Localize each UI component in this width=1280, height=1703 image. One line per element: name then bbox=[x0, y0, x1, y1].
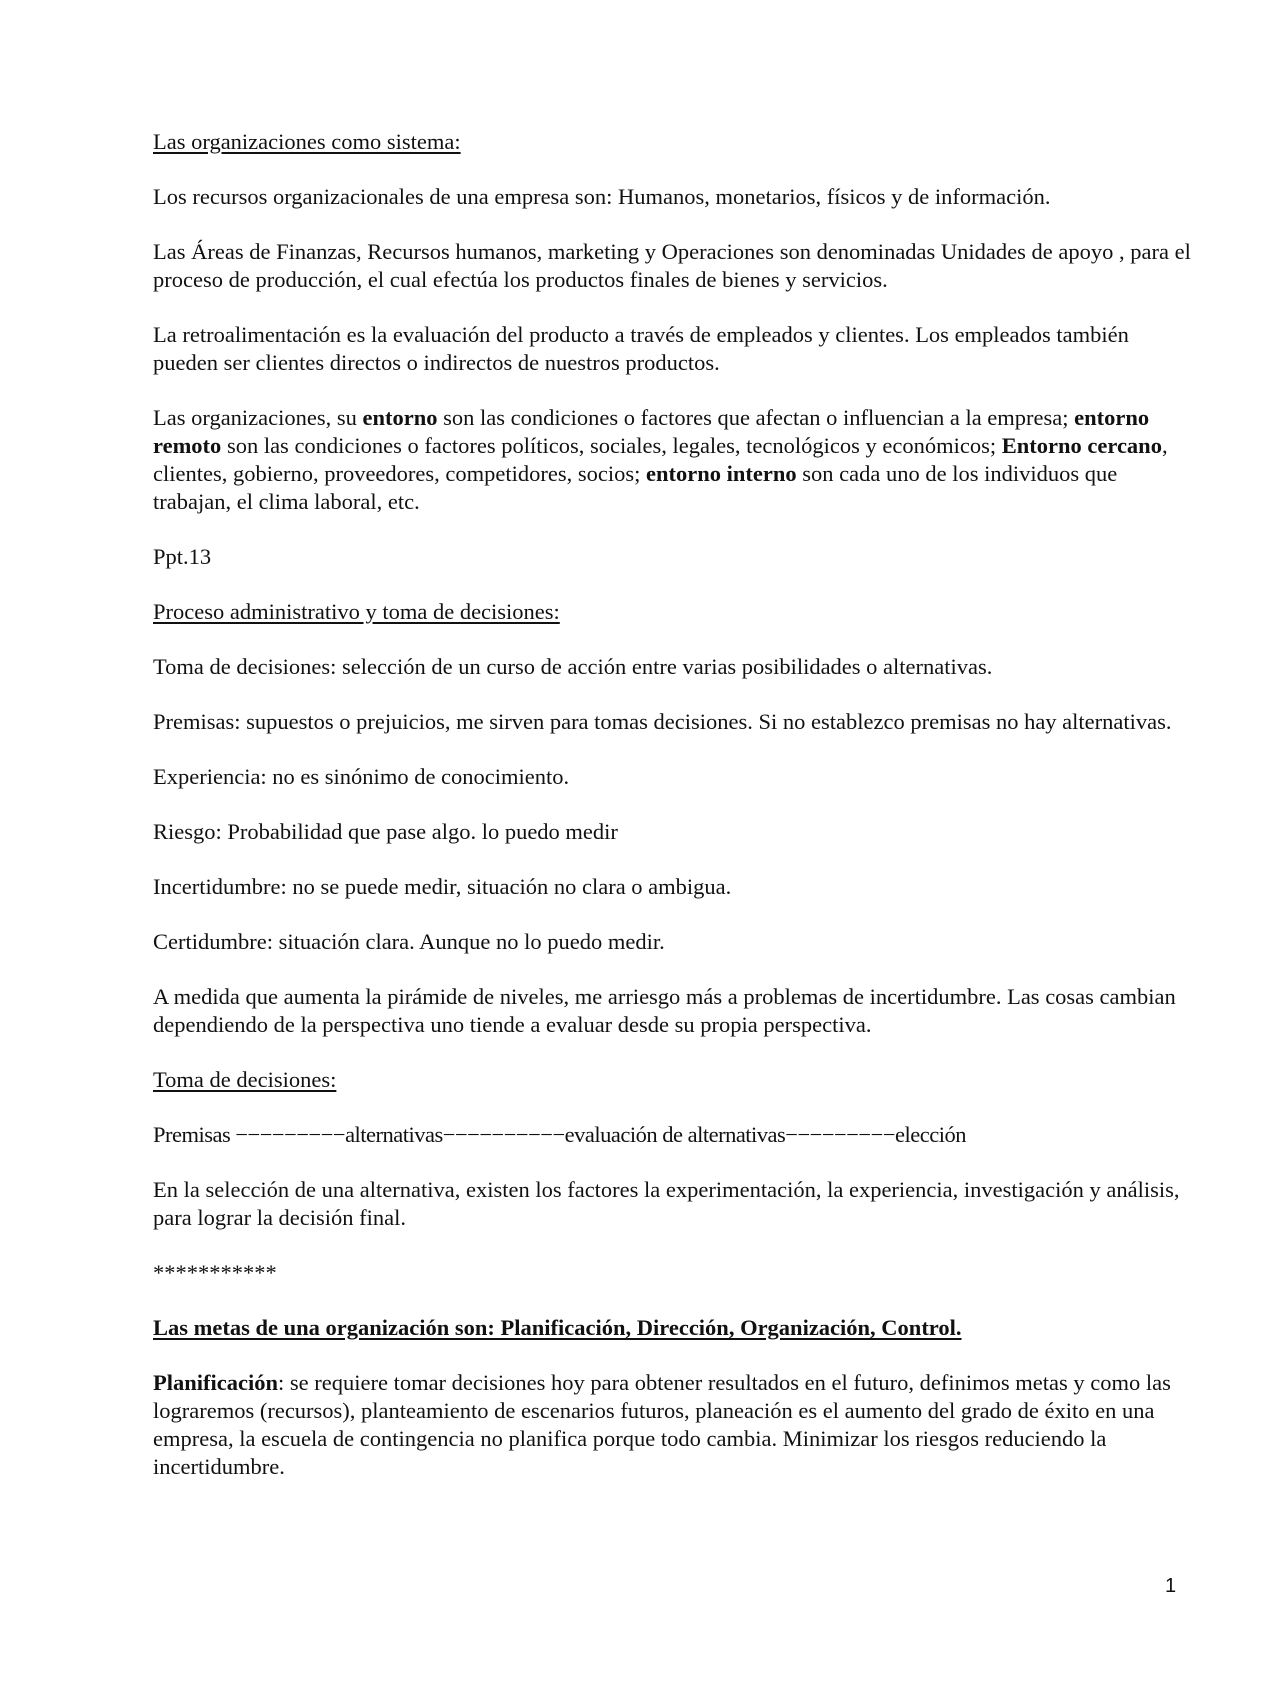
entorno-text-1: Las organizaciones, su bbox=[153, 405, 363, 430]
paragraph-entorno bbox=[153, 404, 1198, 516]
entorno-bold-4: entorno interno bbox=[646, 461, 797, 486]
paragraph-piramide: A medida que aumenta la pirámide de niveles, me arriesgo más a problemas de incertidumbre. Las cosas cambian dependiendo de la perspectiva uno tiende a evaluar desde su propia perspectiva. bbox=[153, 984, 1176, 1037]
heading-organizaciones-sistema: Las organizaciones como sistema: bbox=[153, 129, 461, 154]
entorno-bold-1: entorno bbox=[362, 405, 438, 430]
paragraph-certidumbre: Certidumbre: situación clara. Aunque no lo puedo medir. bbox=[153, 929, 665, 954]
paragraph-incertidumbre: Incertidumbre: no se puede medir, situación no clara o ambigua. bbox=[153, 874, 732, 899]
paragraph-toma-decisiones: Toma de decisiones: selección de un curso de acción entre varias posibilidades o alternativas. bbox=[153, 654, 993, 679]
separator-asterisks: *********** bbox=[153, 1260, 277, 1285]
planificacion-text: : se requiere tomar decisiones hoy para obtener resultados en el futuro, definimos metas y como las lograremos (recursos), planteamiento de escenarios futuros, planeación es el aumento del grado de éxito en una empresa, la escuela de contingencia no planifica porque todo cambia. Minimizar los riesgos reduciendo la incertidumbre. bbox=[153, 1370, 1171, 1479]
paragraph-premisas: Premisas: supuestos o prejuicios, me sirven para tomas decisiones. Si no establezco premisas no hay alternativas. bbox=[153, 709, 1172, 734]
heading-toma-decisiones: Toma de decisiones: bbox=[153, 1067, 337, 1092]
paragraph-experiencia: Experiencia: no es sinónimo de conocimiento. bbox=[153, 764, 570, 789]
heading-proceso-administrativo: Proceso administrativo y toma de decisiones: bbox=[153, 599, 560, 624]
entorno-text-5: son cada uno de los individuos que trabajan, el clima laboral, etc. bbox=[153, 461, 1118, 514]
paragraph-planificacion bbox=[153, 1369, 1198, 1481]
entorno-text-2: son las condiciones o factores que afectan o influencian a la empresa; bbox=[437, 405, 1075, 430]
document-page bbox=[153, 128, 1198, 1508]
ppt-reference: Ppt.13 bbox=[153, 544, 212, 569]
entorno-bold-2: entorno remoto bbox=[153, 405, 1150, 458]
paragraph-areas: Las Áreas de Finanzas, Recursos humanos, marketing y Operaciones son denominadas Unidades de apoyo , para el proceso de producción, el cual efectúa los productos finales de bienes y servicios. bbox=[153, 239, 1191, 292]
heading-metas: Las metas de una organización son: Planificación, Dirección, Organización, Control. bbox=[153, 1315, 962, 1340]
entorno-text-3: son las condiciones o factores políticos, sociales, legales, tecnológicos y económicos; bbox=[221, 433, 1002, 458]
entorno-bold-3: Entorno cercano bbox=[1001, 433, 1162, 458]
planificacion-label: Planificación bbox=[153, 1370, 278, 1395]
entorno-text-4: , clientes, gobierno, proveedores, competidores, socios; bbox=[153, 433, 1168, 486]
paragraph-seleccion: En la selección de una alternativa, existen los factores la experimentación, la experiencia, investigación y análisis, para lograr la decisión final. bbox=[153, 1177, 1180, 1230]
paragraph-retroalimentacion: La retroalimentación es la evaluación del producto a través de empleados y clientes. Los empleados también pueden ser clientes directos o indirectos de nuestros productos. bbox=[153, 322, 1129, 375]
paragraph-recursos: Los recursos organizacionales de una empresa son: Humanos, monetarios, físicos y de información. bbox=[153, 184, 1051, 209]
page-number: 1 bbox=[1165, 1575, 1177, 1597]
paragraph-flujo-decision: Premisas −−−−−−−−−alternativas−−−−−−−−−−evaluación de alternativas−−−−−−−−−elección bbox=[153, 1122, 966, 1147]
paragraph-riesgo: Riesgo: Probabilidad que pase algo. lo puedo medir bbox=[153, 819, 618, 844]
